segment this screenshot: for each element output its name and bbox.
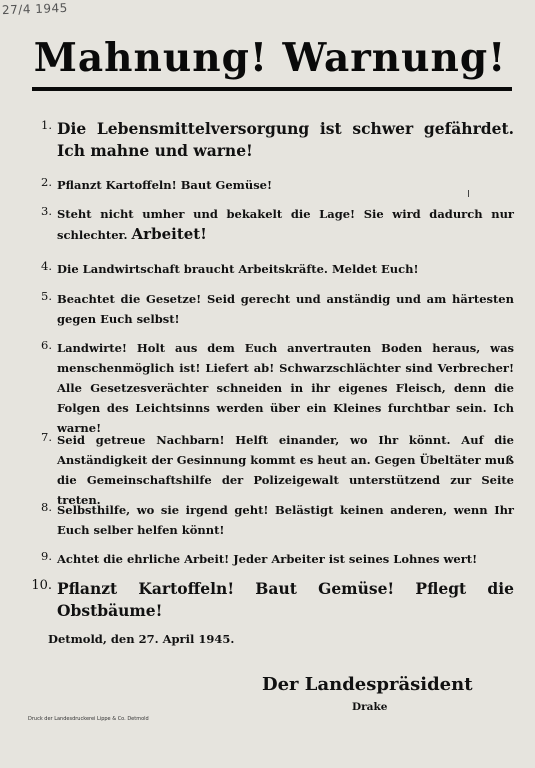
signer-title: Der Landespräsident (262, 674, 473, 695)
item-text: Landwirte! Holt aus dem Euch anvertrauten Boden heraus, was menschenmöglich ist! Liefert ab! Schwarzschlächter sind Verbrecher! Alle Gesetzesverächter schneiden in ihr eigenes Fleisch, denn die Folgen des Leichtsinns werden über ein Kleines furchtbar sein. Ich warne! (57, 341, 514, 435)
signer-name: Drake (352, 701, 388, 713)
handwritten-date: 27/4 1945 (1, 0, 69, 18)
item-text: Beachtet die Gesetze! Seid gerecht und anständig und am härtesten gegen Euch selbst! (57, 292, 514, 326)
list-item (28, 204, 514, 245)
item-number: 8. (41, 500, 52, 514)
list-item (28, 259, 514, 279)
list-item (28, 578, 514, 622)
item-number: 1. (41, 118, 52, 132)
item-number: 2. (41, 175, 52, 189)
list-item (28, 289, 514, 329)
list-item (28, 175, 514, 195)
item-text: Seid getreue Nachbarn! Helft einander, wo Ihr könnt. Auf die Anständigkeit der Gesinnung kommt es heut an. Gegen Übeltäter muß die Gemeinschaftshilfe der Polizeigewalt unterstützend zur Seite treten. (57, 433, 514, 507)
poster-headline: Mahnung! Warnung! (33, 35, 507, 81)
item-text: Pflanzt Kartoffeln! Baut Gemüse! (57, 178, 273, 192)
item-text: Die Lebensmittelversorgung ist schwer gefährdet. Ich mahne und warne! (57, 119, 514, 160)
item-text: Die Landwirtschaft braucht Arbeitskräfte. Meldet Euch! (57, 262, 419, 276)
printer-imprint: Druck der Landesdruckerei Lippe & Co. Detmold (28, 716, 149, 722)
item-text-part: Steht nicht umher und bekakelt die Lage! Sie wird dadurch nur schlechter. (57, 207, 514, 242)
item-number: 9. (41, 549, 52, 563)
item-number: 4. (41, 259, 52, 273)
list-item (28, 338, 514, 438)
item-text-emphasis: Arbeitet! (131, 225, 207, 243)
item-text: Achtet die ehrliche Arbeit! Jeder Arbeiter ist seines Lohnes wert! (57, 552, 478, 566)
item-number: 6. (41, 338, 52, 352)
item-number: 10. (31, 578, 52, 593)
paper-speck (468, 190, 469, 197)
headline-rule (32, 87, 512, 91)
list-item (28, 430, 514, 510)
item-text (57, 204, 514, 245)
item-number: 7. (41, 430, 52, 444)
item-number: 3. (41, 204, 52, 218)
list-item (28, 118, 514, 162)
item-text: Selbsthilfe, wo sie irgend geht! Belästigt keinen anderen, wenn Ihr Euch selber helfen könnt! (57, 503, 514, 537)
list-item (28, 500, 514, 540)
item-text: Pflanzt Kartoffeln! Baut Gemüse! Pflegt die Obstbäume! (57, 579, 514, 620)
list-item (28, 549, 514, 569)
item-number: 5. (41, 289, 52, 303)
place-date: Detmold, den 27. April 1945. (48, 632, 235, 646)
